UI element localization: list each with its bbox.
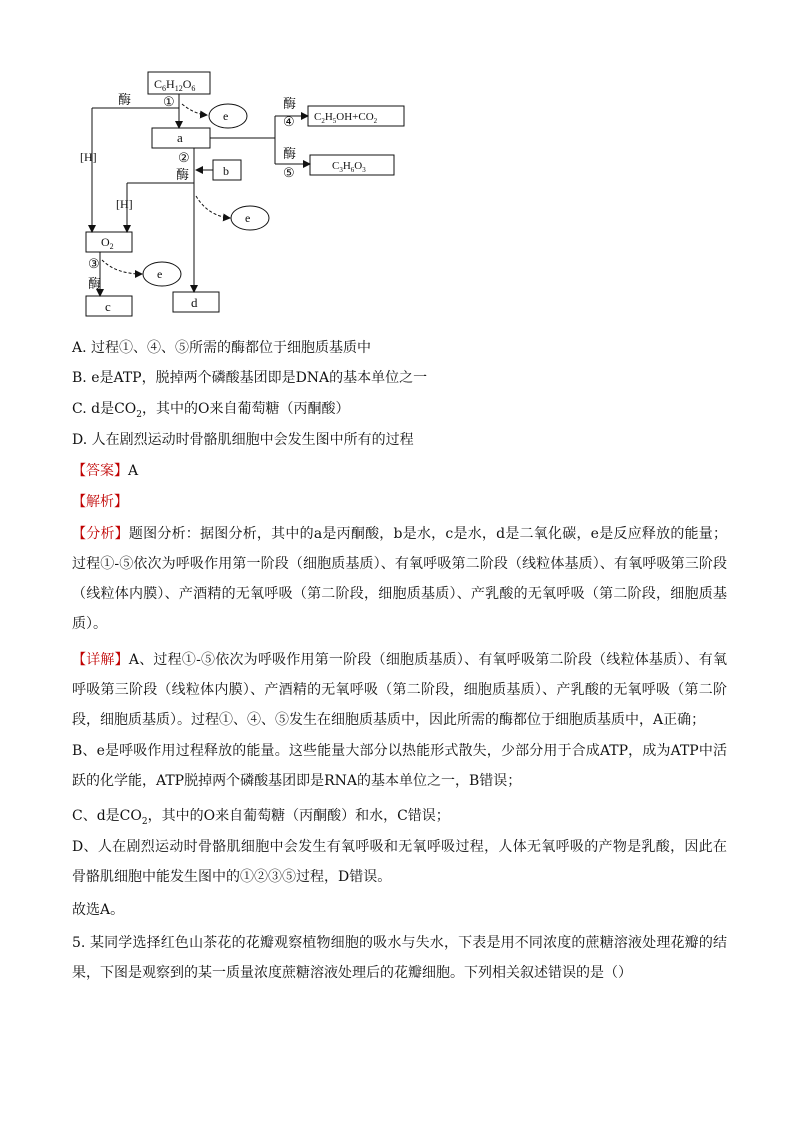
option-b: B. e是ATP，脱掉两个磷酸基团即是DNA的基本单位之一 [72,370,428,386]
ethanol-label: $C_2H_5OH+CO_2$ [314,111,378,125]
conclusion: 故选A。 [72,902,125,918]
option-c-pre: C. d是CO [72,401,137,417]
step-3-label: ③ [88,256,100,271]
xj-c-sub: 2 [141,816,148,827]
fx-text: 题图分析：据图分析，其中的a是丙酮酸，b是水，c是水，d是二氧化碳，e是反应释放的能量；过程①-⑤依次为呼吸作用第一阶段（细胞质基质）、有氧呼吸第二阶段（线粒体基质）、有氧呼吸第三阶段（线粒体内膜）、产酒精的无氧呼吸（第二阶段，细胞质基质）、产乳酸的无氧呼吸（第二阶段，细胞质基质）。 [72,526,727,632]
h-label-1: [H] [80,150,97,164]
option-c-post: ，其中的O来自葡萄糖（丙酮酸） [142,401,350,417]
xj-c-post: ，其中的O来自葡萄糖（丙酮酸）和水，C错误； [147,808,450,824]
enzyme-label-1: 酶 [118,92,132,107]
answer-value: A [128,463,139,479]
enzyme-label-3: 酶 [88,276,102,291]
analysis-paragraph [72,519,727,639]
detail-b-paragraph: B、e是呼吸作用过程释放的能量。这些能量大部分以热能形式散失，少部分用于合成ATP，成为ATP中活跃的化学能，ATP脱掉两个磷酸基团即是RNA的基本单位之一，B错误； [72,743,727,789]
answer-line [72,461,732,481]
e-label-2: e [245,211,251,225]
respiration-diagram [70,60,430,330]
option-a: A. 过程①、④、⑤所需的酶都位于细胞质基质中 [72,340,372,356]
enzyme-label-5: 酶 [283,146,297,161]
step-4-label: ④ [283,114,295,129]
detail-a-paragraph [72,645,727,735]
xj-tag: 【详解】 [72,652,129,668]
e-label-1: e [223,109,229,123]
step-1-label: ① [163,94,175,109]
answer-tag: 【答案】 [72,463,128,479]
glucose-label: $C_6H_{12}O_6$ [154,77,196,93]
node-b-label: b [223,164,229,178]
question-5: 5. 某同学选择红色山茶花的花瓣观察植物细胞的吸水与失水，下表是用不同浓度的蔗糖溶液处理花瓣的结果，下图是观察到的某一质量浓度蔗糖溶液处理后的花瓣细胞。下列相关叙述错误的是（） [72,935,727,981]
analysis-tag [72,492,732,512]
xj-a-text: A、过程①-⑤依次为呼吸作用第一阶段（细胞质基质）、有氧呼吸第二阶段（线粒体基质）、有氧呼吸第三阶段（线粒体内膜）、产酒精的无氧呼吸（第二阶段，细胞质基质）、产乳酸的无氧呼吸（第二阶段，细胞质基质）。过程①、④、⑤发生在细胞质基质中，因此所需的酶都位于细胞质基质中，A正确； [72,652,728,728]
step-5-label: ⑤ [283,165,295,180]
e-label-3: e [157,267,163,281]
step-2-label: ② [178,150,190,165]
detail-d-paragraph: D、人在剧烈运动时骨骼肌细胞中会发生有氧呼吸和无氧呼吸过程，人体无氧呼吸的产物是乳酸，因此在骨骼肌细胞中能发生图中的①②③⑤过程，D错误。 [72,839,727,885]
node-c-label: c [105,299,111,314]
node-d-label: d [191,295,198,310]
node-a-label: a [177,130,183,145]
option-c-sub: 2 [136,409,142,420]
option-d: D. 人在剧烈运动时骨骼肌细胞中会发生图中所有的过程 [72,432,414,448]
option-c [72,399,732,425]
h-label-2: [H] [116,197,133,211]
analysis-tag-text: 【解析】 [72,494,128,510]
enzyme-label-2: 酶 [176,167,190,182]
lactic-label: $C_3H_6O_3$ [332,160,366,174]
enzyme-label-4: 酶 [283,96,297,111]
o2-label: $O_2$ [101,235,114,251]
fx-tag: 【分析】 [72,526,129,542]
xj-c-pre: C、d是CO [72,808,142,824]
